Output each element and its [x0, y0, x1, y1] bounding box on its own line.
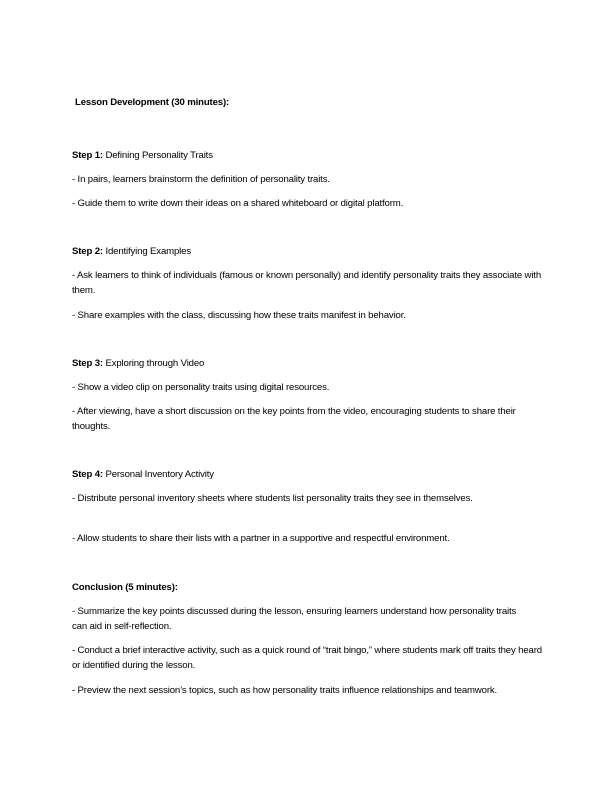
step-4-bullet: - Distribute personal inventory sheets where students list personality traits they see in themselves. — [72, 493, 473, 504]
step-3-bullet: - After viewing, have a short discussion on the key points from the video, encouraging students to share their thoughts. — [72, 406, 516, 432]
step-2-title — [72, 244, 552, 259]
step-1-bullet: - In pairs, learners brainstorm the definition of personality traits. — [72, 174, 330, 185]
step-title: Defining Personality Traits — [105, 150, 213, 161]
step-3-title — [72, 356, 552, 371]
step-2-bullet: - Share examples with the class, discussing how these traits manifest in behavior. — [72, 310, 406, 321]
conclusion-heading: Conclusion (5 minutes): — [72, 582, 178, 593]
step-3-bullet: - Show a video clip on personality traits using digital resources. — [72, 382, 330, 393]
conclusion-bullet: - Summarize the key points discussed during the lesson, ensuring learners understand how personality traits can aid in self-reflection. — [72, 606, 517, 632]
step-label: Step 4: — [72, 469, 103, 480]
step-1-bullet: - Guide them to write down their ideas on a shared whiteboard or digital platform. — [72, 198, 404, 209]
step-1-title — [72, 148, 552, 163]
conclusion-bullet: - Preview the next session’s topics, such as how personality traits influence relationships and teamwork. — [72, 685, 498, 696]
step-title: Personal Inventory Activity — [105, 469, 214, 480]
step-label: Step 2: — [72, 246, 103, 257]
step-title: Exploring through Video — [105, 358, 205, 369]
step-4-bullet: - Allow students to share their lists with a partner in a supportive and respectful environment. — [72, 533, 450, 544]
step-label: Step 1: — [72, 150, 103, 161]
section-heading: Lesson Development (30 minutes): — [75, 97, 230, 108]
step-2-bullet: - Ask learners to think of individuals (famous or known personally) and identify personality traits they associate with them. — [72, 270, 542, 296]
step-title: Identifying Examples — [105, 246, 191, 257]
step-4-title — [72, 467, 552, 482]
step-label: Step 3: — [72, 358, 103, 369]
conclusion-bullet: - Conduct a brief interactive activity, such as a quick round of “trait bingo,” where students mark off traits they heard or identified during the lesson. — [72, 645, 542, 671]
